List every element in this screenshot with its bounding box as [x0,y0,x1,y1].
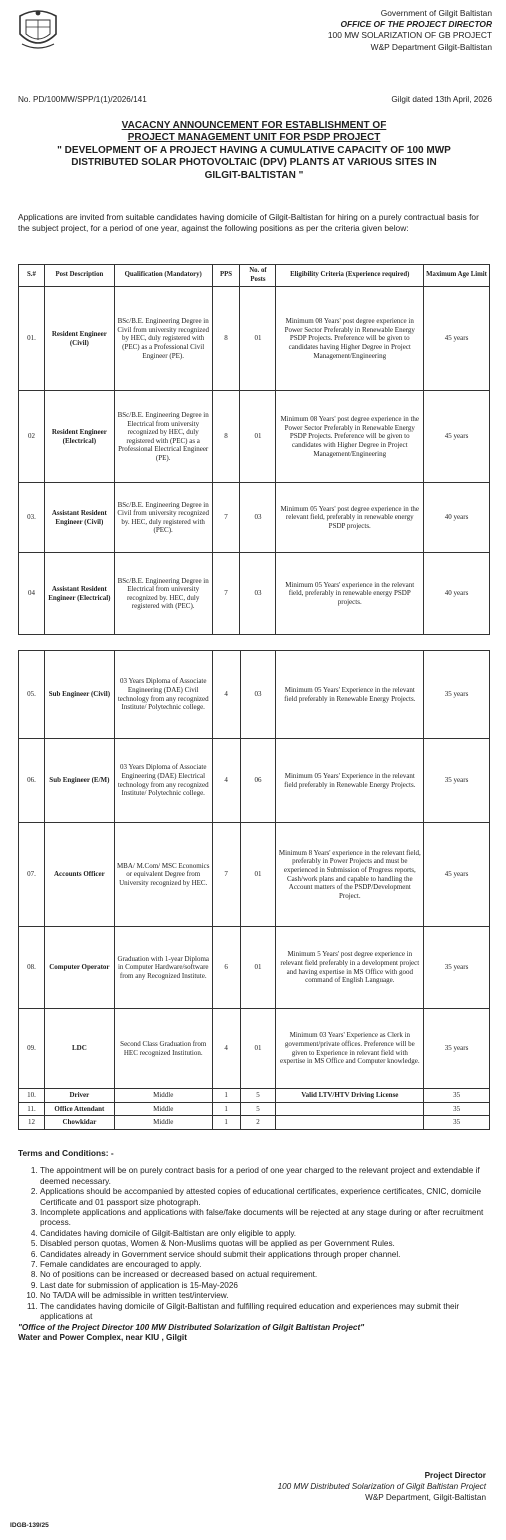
row-sno: 02 [19,391,45,483]
row-post: Sub Engineer (E/M) [44,739,114,823]
row-posts: 01 [240,287,276,391]
table-row [19,651,490,739]
row-sno: 11. [19,1102,45,1116]
row-age: 45 years [424,823,490,927]
row-pps: 4 [212,1009,240,1089]
footer-code: IDGB-139/25 [10,1522,49,1529]
table-row [19,287,490,391]
date-line: Gilgit dated 13th April, 2026 [391,95,492,104]
row-sno: 07. [19,823,45,927]
row-eligibility: Minimum 05 Years' experience in the relevant field, preferably in renewable energy PSDP projects. [276,553,424,635]
row-age: 35 years [424,1009,490,1089]
list-item: 10. No TA/DA will be admissible in written test/interview. [40,1291,488,1301]
row-post: LDC [44,1009,114,1089]
table-row [19,391,490,483]
row-sno: 06. [19,739,45,823]
row-age: 40 years [424,483,490,553]
list-item: 1. The appointment will be on purely contract basis for a period of one year charged to the relevant project and extendable if deemed necessary. [40,1166,488,1187]
signatory-title: Project Director [424,1471,486,1480]
row-post: Resident Engineer (Electrical) [44,391,114,483]
row-post: Sub Engineer (Civil) [44,651,114,739]
row-sno: 12 [19,1116,45,1130]
row-pps: 8 [212,391,240,483]
row-age: 35 years [424,651,490,739]
row-age: 35 [424,1102,490,1116]
header-posts: No. of Posts [240,265,276,287]
government-emblem-icon [16,8,60,52]
row-eligibility [276,1102,424,1116]
vacancy-table-part-1 [18,264,490,635]
list-item: 8. No of positions can be increased or decreased based on actual requirement. [40,1270,488,1280]
row-posts: 5 [240,1089,276,1103]
title-line-5: GILGIT-BALTISTAN " [204,169,304,181]
list-item: 2. Applications should be accompanied by attested copies of educational certificates, experience certificates, CNIC, domicile Certificate and 01 passport size photograph. [40,1187,488,1208]
row-post: Office Attendant [44,1102,114,1116]
row-pps: 6 [212,927,240,1009]
table-row [19,739,490,823]
office-address [328,8,492,53]
row-sno: 04 [19,553,45,635]
row-sno: 09. [19,1009,45,1089]
header-qualification: Qualification (Mandatory) [114,265,212,287]
row-age: 45 years [424,391,490,483]
list-item: 7. Female candidates are encouraged to apply. [40,1260,488,1270]
row-age: 35 years [424,739,490,823]
table-row [19,1102,490,1116]
row-qualification: 03 Years Diploma of Associate Engineering (DAE) Electrical technology from any recognized Institute/ Polytechnic college. [114,739,212,823]
row-post: Chowkidar [44,1116,114,1130]
table-header-row [19,265,490,287]
row-posts: 01 [240,927,276,1009]
signature-block [278,1470,486,1503]
header-eligibility: Eligibility Criteria (Experience required) [276,265,424,287]
title-line-3: " DEVELOPMENT OF A PROJECT HAVING A CUMULATIVE CAPACITY OF 100 MWP [57,144,451,156]
row-qualification: BSc/B.E. Engineering Degree in Electrical from university recognized by. HEC, duly registered with (PEC). [114,553,212,635]
list-item: 9. Last date for submission of application is 15-May-2026 [40,1281,488,1291]
row-eligibility: Minimum 08 Years' post degree experience in Power Sector Preferably in Renewable Energy PSDP Projects. Preference will be given to candidates having Higher Degree in Project Management/Engineering [276,287,424,391]
row-age: 45 years [424,287,490,391]
table-row [19,823,490,927]
terms-list [18,1166,488,1322]
submission-address-line-2: Water and Power Complex, near KIU , Gilgit [18,1332,187,1342]
row-sno: 08. [19,927,45,1009]
table-row [19,1089,490,1103]
gov-line-1: Government of Gilgit Baltistan [380,8,492,18]
list-item: 11. The candidates having domicile of Gilgit-Baltistan and fulfilling required education and experiences may submit their applications at [40,1302,488,1323]
row-qualification: 03 Years Diploma of Associate Engineering (DAE) Civil technology from any recognized Institute/ Polytechnic college. [114,651,212,739]
row-eligibility: Minimum 03 Years' Experience as Clerk in government/private offices. Preference will be given to Experience in relevant field with expertise in MS Office and Computer knowledge. [276,1009,424,1089]
row-qualification: Second Class Graduation from HEC recognized Institution. [114,1009,212,1089]
row-eligibility: Minimum 05 Years' post degree experience in the relevant field, preferably in renewable energy PSDP projects. [276,483,424,553]
row-pps: 8 [212,287,240,391]
signatory-project: 100 MW Distributed Solarization of Gilgit Baltistan Project [277,1482,486,1491]
row-qualification: Middle [114,1102,212,1116]
title-line-4: DISTRIBUTED SOLAR PHOTOVOLTAIC (DPV) PLANTS AT VARIOUS SITES IN [71,157,437,169]
row-age: 35 [424,1116,490,1130]
row-qualification: MBA/ M.Com/ MSC Economics or equivalent Degree from University recognized by HEC. [114,823,212,927]
row-post: Accounts Officer [44,823,114,927]
row-post: Assistant Resident Engineer (Electrical) [44,553,114,635]
row-post: Computer Operator [44,927,114,1009]
row-pps: 4 [212,739,240,823]
row-eligibility: Valid LTV/HTV Driving License [276,1089,424,1103]
row-posts: 2 [240,1116,276,1130]
row-eligibility: Minimum 05 Years' Experience in the relevant field preferably in Renewable Energy Projects. [276,651,424,739]
row-pps: 7 [212,553,240,635]
row-posts: 01 [240,1009,276,1089]
row-age: 35 years [424,927,490,1009]
row-pps: 1 [212,1089,240,1103]
row-posts: 03 [240,483,276,553]
reference-line [18,95,492,104]
table-row [19,553,490,635]
row-qualification: BSc/B.E. Engineering Degree in Civil from university recognized by. HEC, duly registered with (PEC). [114,483,212,553]
row-post: Driver [44,1089,114,1103]
terms-heading: Terms and Conditions: - [18,1148,114,1158]
row-posts: 01 [240,823,276,927]
row-qualification: Middle [114,1089,212,1103]
row-qualification: Middle [114,1116,212,1130]
reference-number: No. PD/100MW/SPP/1(1)/2026/141 [18,95,147,104]
vacancy-table-part-2 [18,650,490,1130]
row-eligibility: Minimum 08 Years' post degree experience in the Power Sector Preferably in Renewable Energy PSDP Projects. Preference will be given to candidates with Higher Degree in Project Management/Engineering [276,391,424,483]
submission-address-line-1: "Office of the Project Director 100 MW Distributed Solarization of Gilgit Baltistan Project" [18,1322,365,1332]
row-eligibility: Minimum 5 Years' post degree experience in relevant field preferably in a development project and having expertise in MS Office with good command of English Language. [276,927,424,1009]
row-eligibility [276,1116,424,1130]
signatory-department: W&P Department, Gilgit-Baltistan [365,1493,486,1502]
row-posts: 03 [240,651,276,739]
table-row [19,1009,490,1089]
announcement-title [14,120,494,182]
list-item: 5. Disabled person quotas, Women & Non-Muslims quotas will be applied as per Government Rules. [40,1239,488,1249]
letterhead [14,6,492,76]
terms-and-conditions [18,1148,488,1343]
row-post: Assistant Resident Engineer (Civil) [44,483,114,553]
table-row [19,483,490,553]
row-qualification: Graduation with 1-year Diploma in Computer Hardware/software from any Recognized Institute. [114,927,212,1009]
table-row [19,927,490,1009]
header-pps: PPS [212,265,240,287]
row-post: Resident Engineer (Civil) [44,287,114,391]
title-line-2: PROJECT MANAGEMENT UNIT FOR PSDP PROJECT [127,132,381,144]
row-pps: 1 [212,1102,240,1116]
row-posts: 03 [240,553,276,635]
header-age: Maximum Age Limit [424,265,490,287]
row-sno: 03. [19,483,45,553]
row-pps: 7 [212,823,240,927]
row-qualification: BSc/B.E. Engineering Degree in Electrical from university recognized by HEC, duly registered with (PEC) as a Professional Electrical Engineer (PE). [114,391,212,483]
list-item: 6. Candidates already in Government service should submit their applications through proper channel. [40,1250,488,1260]
row-sno: 10. [19,1089,45,1103]
row-pps: 1 [212,1116,240,1130]
row-posts: 5 [240,1102,276,1116]
list-item: 4. Candidates having domicile of Gilgit-Baltistan are only eligible to apply. [40,1229,488,1239]
row-sno: 05. [19,651,45,739]
gov-line-3: 100 MW SOLARIZATION OF GB PROJECT [327,30,492,41]
table-row [19,1116,490,1130]
row-posts: 01 [240,391,276,483]
gov-line-4: W&P Department Gilgit-Baltistan [370,41,492,52]
row-eligibility: Minimum 05 Years' Experience in the relevant field preferably in Renewable Energy Projects. [276,739,424,823]
header-sno: S.# [19,265,45,287]
row-eligibility: Minimum 8 Years' experience in the relevant field, preferably in Power Projects and must be experienced in Submission of Progress reports, Cash/work plans and capable to handling the Account matters of the PSDP/Development Project. [276,823,424,927]
gov-line-2: OFFICE OF THE PROJECT DIRECTOR [340,19,492,30]
row-sno: 01. [19,287,45,391]
row-pps: 4 [212,651,240,739]
header-post: Post Description [44,265,114,287]
row-pps: 7 [212,483,240,553]
row-posts: 06 [240,739,276,823]
title-line-1: VACACNY ANNOUNCEMENT FOR ESTABLISHMENT OF [121,120,387,131]
row-age: 35 [424,1089,490,1103]
row-age: 40 years [424,553,490,635]
intro-paragraph: Applications are invited from suitable candidates having domicile of Gilgit-Baltistan for hiring on a purely contractual basis for the subject project, for a period of one year, against the following positions as per the criteria given below: [18,212,479,234]
list-item: 3. Incomplete applications and applications with false/fake documents will be rejected at any stage during or after recruitment process. [40,1208,488,1229]
row-qualification: BSc/B.E. Engineering Degree in Civil from university recognized by HEC, duly registered with (PEC) as a Professional Civil Engineer (PE). [114,287,212,391]
